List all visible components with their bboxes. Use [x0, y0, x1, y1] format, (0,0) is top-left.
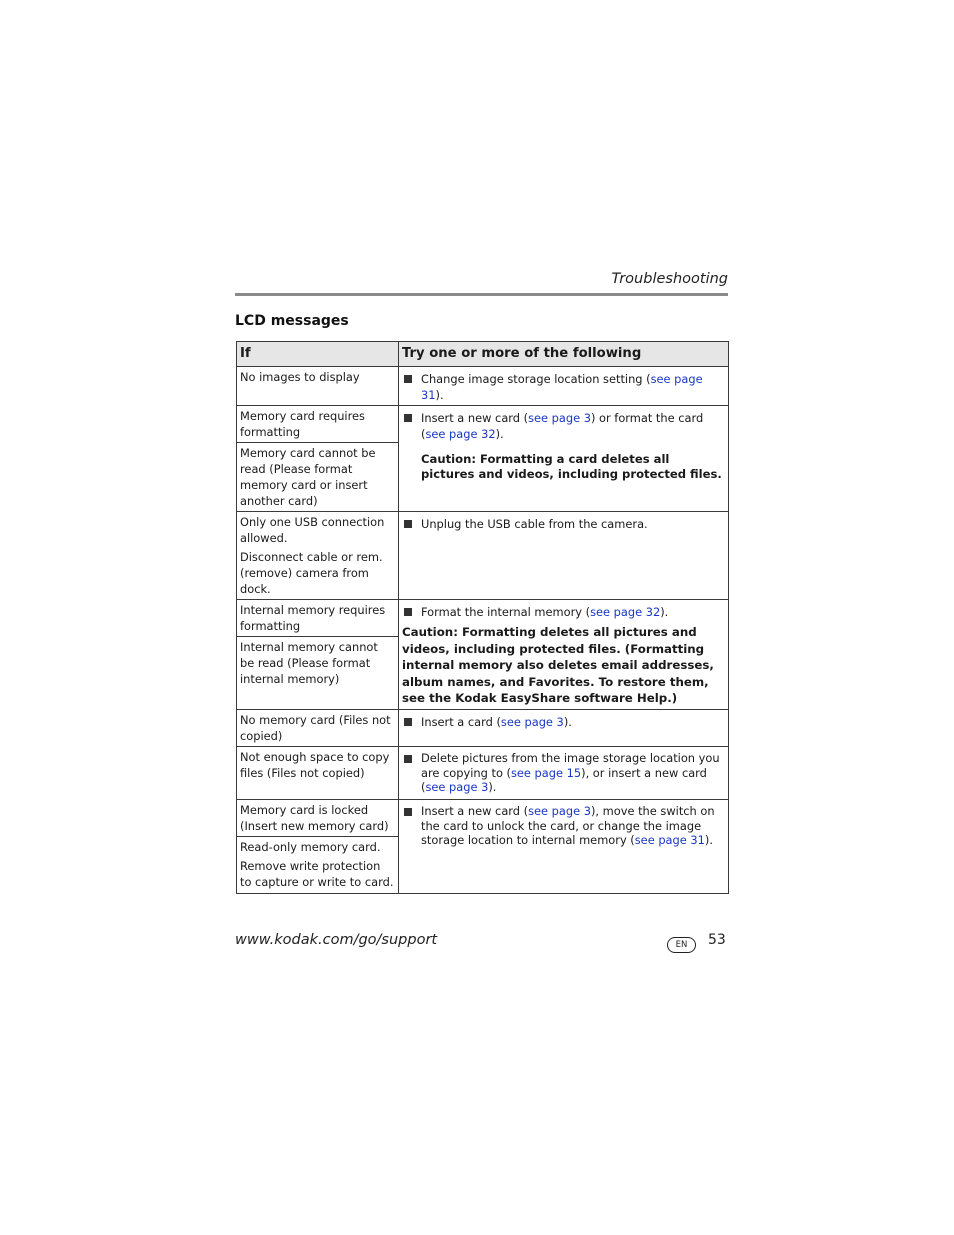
page-number: 53	[708, 932, 726, 948]
solution-bullet	[402, 371, 725, 403]
condition-text: Disconnect cable or rem. (remove) camera from dock.	[240, 550, 383, 596]
solution-text: ).	[563, 715, 572, 729]
section-title: LCD messages	[235, 313, 349, 329]
solution-text: ), move the switch on the card to unlock the card, or change the image storage location to internal memory (	[421, 804, 715, 847]
condition-text: Only one USB connection allowed.	[240, 515, 385, 545]
condition-text: Read-only memory card.	[240, 840, 381, 854]
condition-cell	[237, 443, 399, 512]
header-try: Try one or more of the following	[399, 342, 729, 367]
condition-cell	[237, 637, 399, 710]
solution-bullet	[402, 751, 725, 795]
language-badge: EN	[667, 937, 696, 953]
solution-text: Delete pictures from the image storage location you are copying to (	[421, 751, 720, 780]
condition-text: Internal memory cannot be read (Please format internal memory)	[240, 640, 378, 686]
solution-cell	[399, 406, 729, 512]
solution-text: Unplug the USB cable from the camera.	[421, 517, 648, 531]
running-head: Troubleshooting	[611, 271, 728, 287]
solution-cell	[399, 600, 729, 710]
bullet-square-icon	[404, 520, 412, 528]
see-page-link[interactable]: see page 31	[421, 372, 703, 402]
solution-text: Insert a new card (	[421, 411, 529, 425]
condition-text: Memory card is locked (Insert new memory card)	[240, 803, 389, 833]
see-page-link[interactable]: see page 3	[528, 411, 591, 425]
condition-cell	[237, 710, 399, 747]
solution-cell	[399, 800, 729, 894]
solution-bullet	[402, 410, 725, 442]
lcd-messages-table	[236, 341, 729, 894]
bullet-square-icon	[404, 718, 412, 726]
solution-text: ), or insert a new card (	[421, 765, 707, 794]
solution-cell	[399, 512, 729, 600]
condition-text: Memory card requires formatting	[240, 409, 365, 439]
see-page-link[interactable]: see page 15	[510, 765, 582, 780]
bullet-square-icon	[404, 375, 412, 383]
support-url[interactable]: www.kodak.com/go/support	[235, 932, 438, 948]
solution-text: Format the internal memory (	[421, 605, 591, 619]
see-page-link[interactable]: see page 3	[425, 780, 489, 794]
solution-bullet	[402, 804, 725, 848]
condition-text: Not enough space to copy files (Files not copied)	[240, 750, 390, 780]
see-page-link[interactable]: see page 32	[590, 605, 661, 619]
condition-cell	[237, 800, 399, 837]
condition-cell	[237, 367, 399, 406]
solution-text: ) or format the card (	[421, 411, 704, 441]
condition-cell	[237, 512, 399, 600]
see-page-link[interactable]: see page 3	[528, 804, 591, 818]
bullet-square-icon	[404, 608, 412, 616]
solution-text: ).	[435, 388, 444, 402]
solution-text: ).	[660, 605, 669, 619]
condition-cell	[237, 600, 399, 637]
solution-cell	[399, 367, 729, 406]
bullet-square-icon	[404, 755, 412, 763]
solution-bullet	[402, 516, 725, 532]
bullet-square-icon	[404, 808, 412, 816]
table-row	[237, 747, 729, 800]
table-row	[237, 406, 729, 443]
caution-text: Caution: Formatting deletes all pictures and videos, including protected files. (Formatting internal memory also deletes email addresses, album names, and Favorites. To restore them, see the Kodak EasyShare software Help.)	[402, 625, 714, 705]
condition-text: Remove write protection to capture or write to card.	[240, 859, 394, 889]
solution-bullet	[402, 604, 725, 620]
solution-cell	[399, 747, 729, 800]
solution-text: Insert a card (	[421, 715, 501, 729]
solution-text: ).	[495, 427, 504, 441]
see-page-link[interactable]: see page 3	[500, 715, 564, 729]
bullet-square-icon	[404, 414, 412, 422]
condition-text: Memory card cannot be read (Please format memory card or insert another card)	[240, 446, 376, 508]
table-row	[237, 710, 729, 747]
condition-text: No images to display	[240, 370, 360, 384]
solution-text: Change image storage location setting (	[421, 372, 651, 386]
header-if: If	[237, 342, 399, 367]
solution-cell	[399, 710, 729, 747]
condition-cell	[237, 747, 399, 800]
see-page-link[interactable]: see page 31	[634, 833, 705, 847]
table-row	[237, 367, 729, 406]
solution-text: Insert a new card (	[421, 804, 529, 818]
solution-text: ).	[704, 833, 713, 847]
condition-text: No memory card (Files not copied)	[240, 713, 391, 743]
table-row	[237, 800, 729, 837]
condition-cell	[237, 837, 399, 894]
solution-text: ).	[488, 780, 497, 794]
condition-text: Internal memory requires formatting	[240, 603, 386, 633]
header-rule	[235, 293, 728, 296]
table-row	[237, 512, 729, 600]
solution-bullet	[402, 714, 725, 730]
caution-text: Caution: Formatting a card deletes all pictures and videos, including protected files.	[421, 452, 722, 481]
condition-cell	[237, 406, 399, 443]
table-row	[237, 600, 729, 637]
see-page-link[interactable]: see page 32	[425, 427, 496, 441]
table-header-row	[237, 342, 729, 367]
